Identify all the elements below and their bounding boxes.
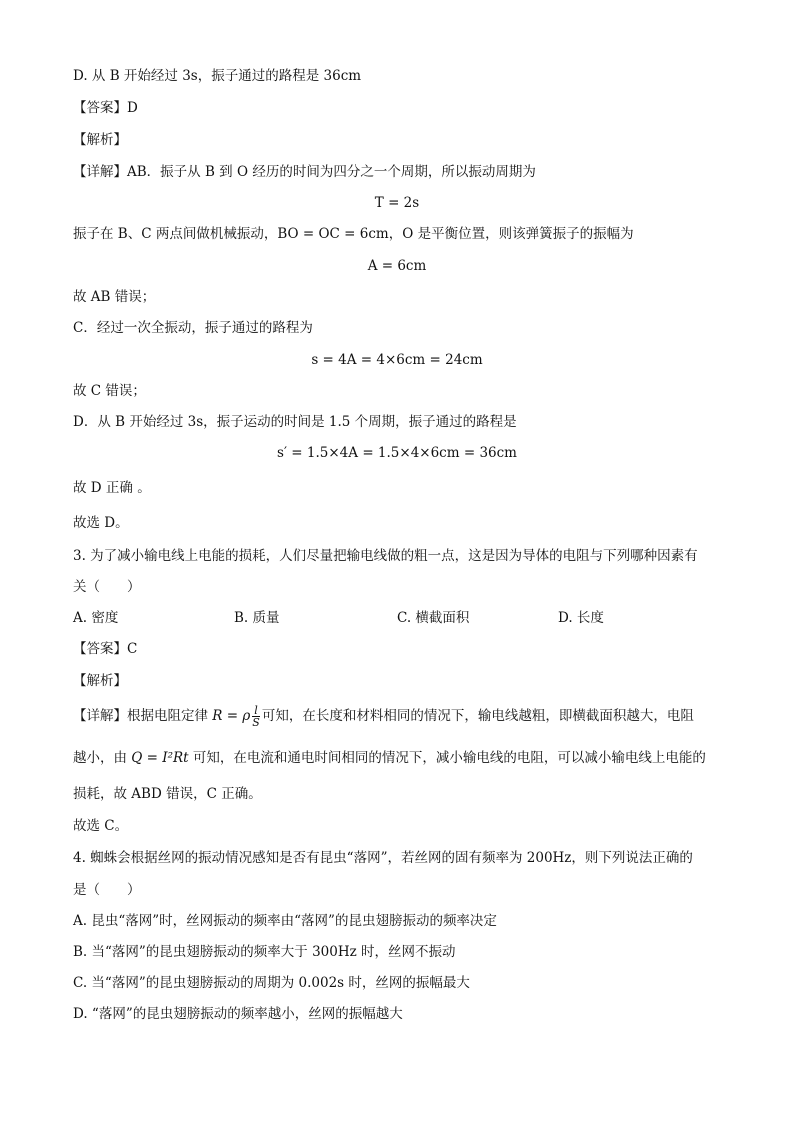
q2-analysis-label: 【解析】 [73, 132, 127, 148]
resistance-formula-lhs: R = ρ [212, 708, 251, 724]
q2-detail-p7: 故 D 正确 。 [73, 480, 151, 496]
q2-equation-2: A = 6cm [367, 258, 427, 274]
joule-formula: Q = I²Rt [131, 750, 189, 766]
q3-conclusion: 故选 C。 [73, 818, 129, 834]
q3-detail-line3: 损耗，故 ABD 错误，C 正确。 [73, 786, 262, 802]
q2-answer [73, 98, 138, 118]
answer-label: 【答案】 [73, 641, 127, 657]
detail-text: 可知，在电流和通电时间相同的情况下，减小输电线的电阻，可以减小输电线上电能的 [192, 750, 706, 766]
q2-equation-1: T = 2s [374, 195, 420, 211]
detail-text: 可知，在长度和材料相同的情况下，输电线越粗，即横截面积越大，电阻 [261, 708, 694, 724]
fraction-numerator: l [252, 705, 260, 717]
q2-detail-p5: 故 C 错误； [73, 383, 146, 399]
resistance-formula-fraction [252, 705, 260, 728]
q3-stem-line2: 关（ ） [73, 579, 141, 595]
q2-detail-p1 [73, 162, 536, 182]
answer-label: 【答案】 [73, 100, 127, 116]
q3-option-c: C. 横截面积 [397, 610, 470, 626]
q4-option-b: B. 当“落网”的昆虫翅膀振动的频率大于 300Hz 时，丝网不振动 [73, 944, 456, 960]
detail-label: 【详解】 [73, 708, 127, 724]
q2-equation-3: s = 4A = 4×6cm = 24cm [311, 352, 483, 368]
detail-text: 根据电阻定律 [127, 708, 208, 724]
q2-equation-4: s′ = 1.5×4A = 1.5×4×6cm = 36cm [277, 445, 517, 461]
q2-detail-p2: 振子在 B、C 两点间做机械振动，BO = OC = 6cm，O 是平衡位置，则该弹簧振子的振幅为 [73, 226, 634, 242]
q2-option-d: D. 从 B 开始经过 3s，振子通过的路程是 36cm [73, 68, 362, 84]
q4-stem-line1: 4. 蜘蛛会根据丝网的振动情况感知是否有昆虫“落网”，若丝网的固有频率为 200Hz，则下列说法正确的 [73, 850, 693, 866]
detail-text: 越小，由 [73, 750, 127, 766]
answer-value: C [127, 641, 138, 657]
detail-text: AB．振子从 B 到 O 经历的时间为四分之一个周期，所以振动周期为 [127, 164, 536, 180]
q3-analysis-label: 【解析】 [73, 673, 127, 689]
q2-detail-p3: 故 AB 错误； [73, 289, 156, 305]
q2-conclusion: 故选 D。 [73, 515, 129, 531]
q2-detail-p6: D．从 B 开始经过 3s，振子运动的时间是 1.5 个周期，振子通过的路程是 [73, 414, 517, 430]
q3-answer [73, 639, 137, 659]
q3-option-b: B. 质量 [234, 610, 280, 626]
q4-option-d: D. “落网”的昆虫翅膀振动的频率越小，丝网的振幅越大 [73, 1006, 403, 1022]
q3-stem-line1: 3. 为了减小输电线上电能的损耗，人们尽量把输电线做的粗一点，这是因为导体的电阻与下列哪种因素有 [73, 548, 698, 564]
q2-detail-p4: C．经过一次全振动，振子通过的路程为 [73, 320, 313, 336]
q3-option-a: A. 密度 [73, 610, 119, 626]
q3-detail-line2 [73, 748, 706, 768]
q3-detail-line1 [73, 705, 694, 728]
q3-option-d: D. 长度 [558, 610, 604, 626]
answer-value: D [127, 100, 138, 116]
q4-option-c: C. 当“落网”的昆虫翅膀振动的周期为 0.002s 时，丝网的振幅最大 [73, 975, 470, 991]
detail-label: 【详解】 [73, 164, 127, 180]
q4-option-a: A. 昆虫“落网”时，丝网振动的频率由“落网”的昆虫翅膀振动的频率决定 [73, 913, 497, 929]
fraction-denominator: S [252, 716, 260, 729]
q4-stem-line2: 是（ ） [73, 882, 141, 898]
